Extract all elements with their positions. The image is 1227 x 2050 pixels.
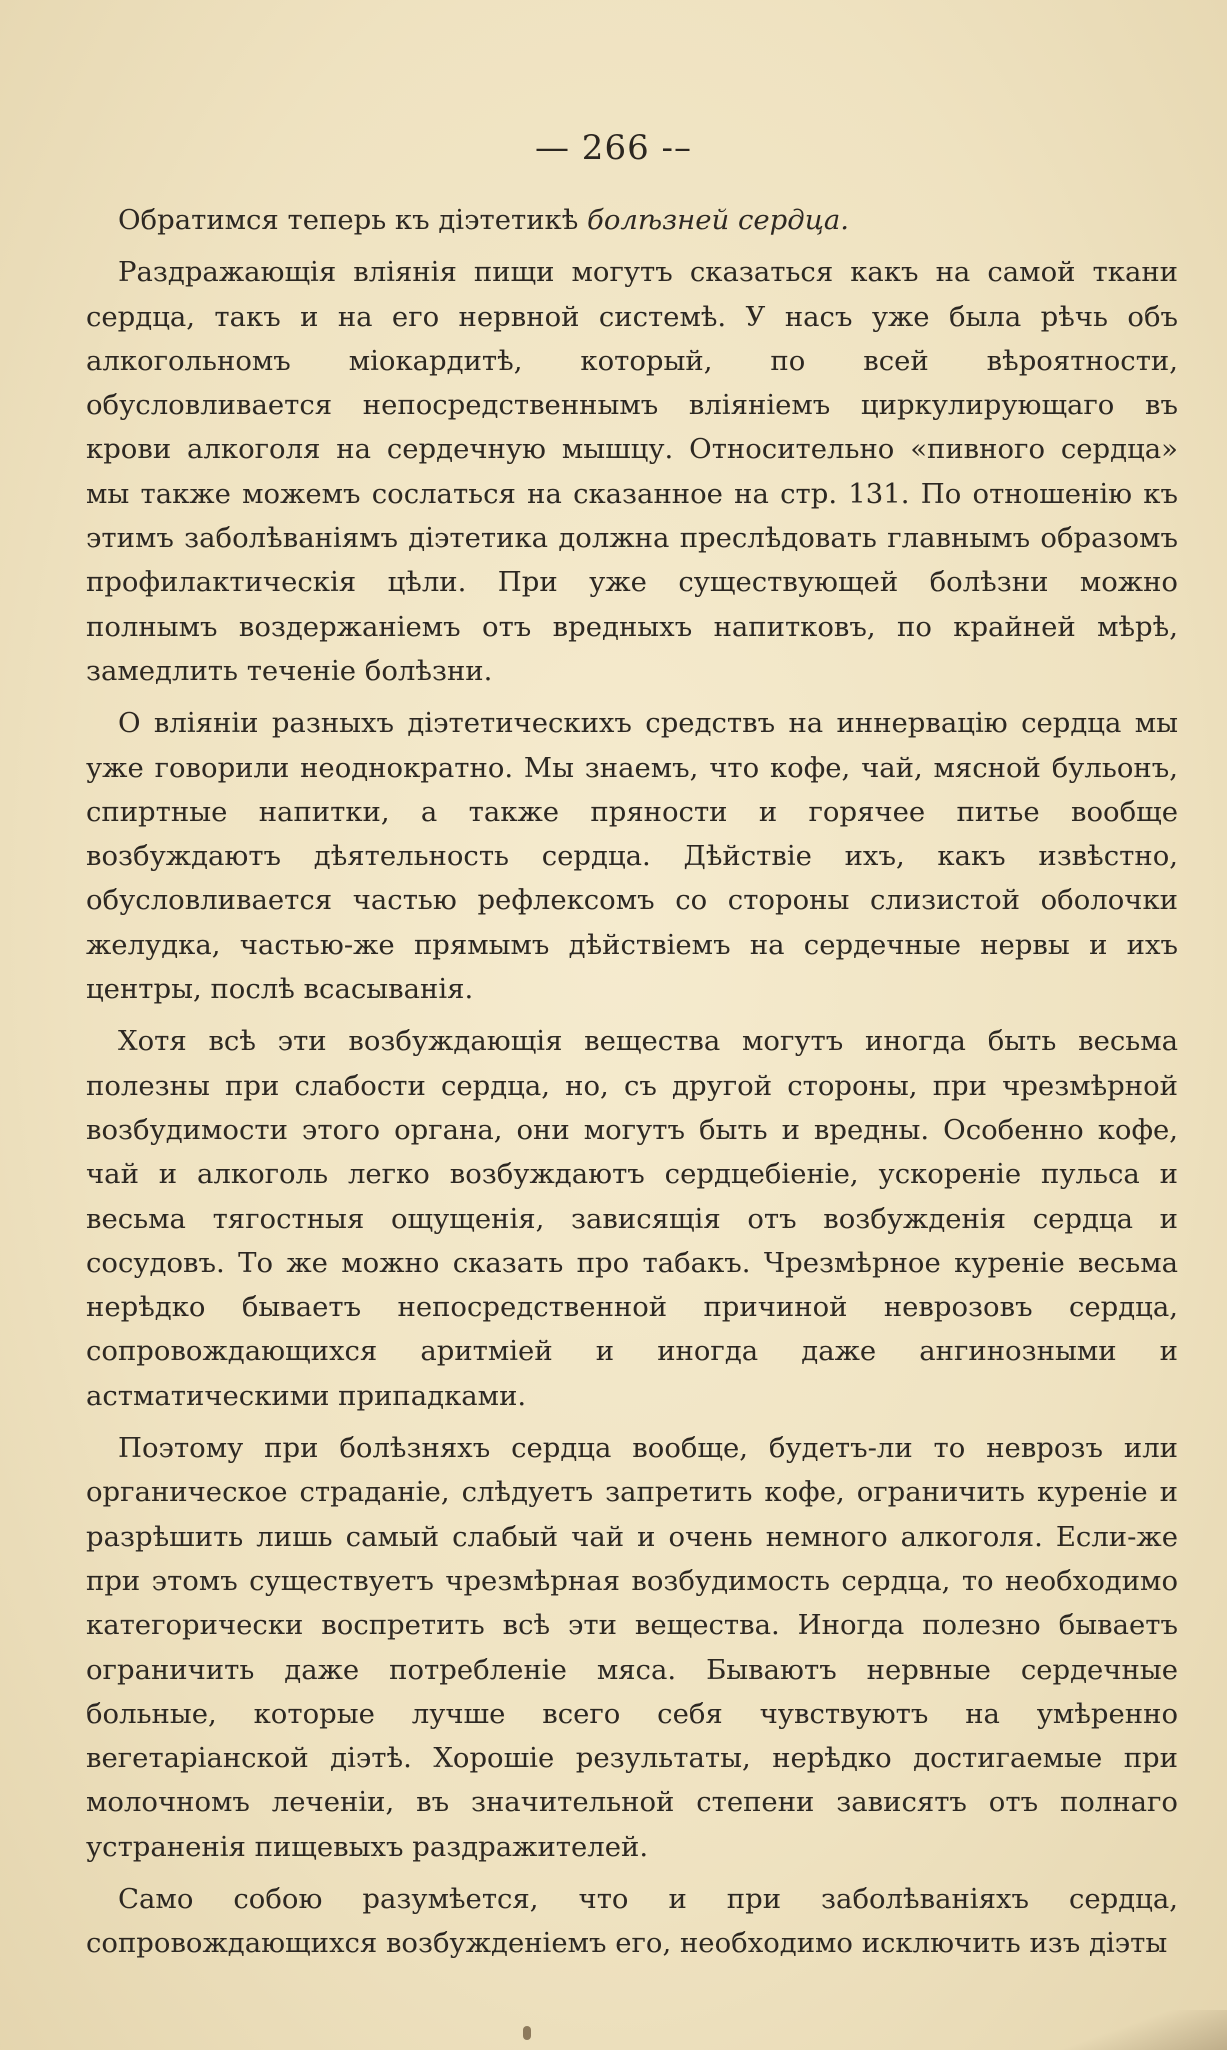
ink-speck bbox=[523, 2026, 531, 2040]
paragraph-2: Раздражающія вліянія пищи могутъ сказаться какъ на самой ткани сердца, такъ и на его нервной системѣ. У насъ уже была рѣчь объ алкогольномъ міокардитѣ, который, по всей вѣроятности, обусловливается непосредственнымъ вліяніемъ циркулирующаго въ крови алкоголя на сердечную мышцу. Относительно «пивного сердца» мы также можемъ сослаться на сказанное на стр. 131. По отношенію къ этимъ заболѣваніямъ діэтетика должна преслѣдовать главнымъ образомъ профилактическія цѣли. При уже существующей болѣзни можно полнымъ воздержаніемъ отъ вредныхъ напитковъ, по крайней мѣрѣ, замедлить теченіе болѣзни. bbox=[86, 256, 1178, 687]
paragraph-1 bbox=[86, 198, 1178, 242]
paragraph-1-italic: болѣзней сердца. bbox=[587, 204, 850, 236]
paragraph-6: Само собою разумѣется, что и при заболѣваніяхъ сердца, сопровождающихся возбужденіемъ его, необходимо исключить изъ діэты bbox=[86, 1882, 1178, 1960]
body-text bbox=[86, 198, 1178, 1966]
paragraph-3: О вліяніи разныхъ діэтетическихъ средствъ на иннервацію сердца мы уже говорили неоднократно. Мы знаемъ, что кофе, чай, мясной бульонъ, спиртные напитки, а также пряности и горячее питье вообще возбуждаютъ дѣятельность сердца. Дѣйствіе ихъ, какъ извѣстно, обусловливается частью рефлексомъ со стороны слизистой оболочки желудка, частью-же прямымъ дѣйствіемъ на сердечные нервы и ихъ центры, послѣ всасыванія. bbox=[86, 707, 1178, 1006]
paragraph-4: Хотя всѣ эти возбуждающія вещества могутъ иногда быть весьма полезны при слабости сердца, но, съ другой стороны, при чрезмѣрной возбудимости этого органа, они могутъ быть и вредны. Особенно кофе, чай и алкоголь легко возбуждаютъ сердцебіеніе, ускореніе пульса и весьма тягостныя ощущенія, зависящія отъ возбужденія сердца и сосудовъ. То же можно сказать про табакъ. Чрезмѣрное куреніе весьма нерѣдко бываетъ непосредственной причиной неврозовъ сердца, сопровождающихся аритміей и иногда даже ангинозными и астматическими припадками. bbox=[86, 1025, 1178, 1412]
corner-stain bbox=[1057, 2010, 1227, 2050]
paragraph-1-lead: Обратимся теперь къ діэтетикѣ bbox=[118, 204, 588, 236]
paragraph-5: Поэтому при болѣзняхъ сердца вообще, будетъ-ли то неврозъ или органическое страданіе, слѣдуетъ запретить кофе, ограничить куреніе и разрѣшить лишь самый слабый чай и очень немного алкоголя. Если-же при этомъ существуетъ чрезмѣрная возбудимость сердца, то необходимо категорически воспретить всѣ эти вещества. Иногда полезно бываетъ ограничить даже потребленіе мяса. Бываютъ нервные сердечные больные, которые лучше всего себя чувствуютъ на умѣренно вегетаріанской діэтѣ. Хорошіе результаты, нерѣдко достигаемые при молочномъ леченіи, въ значительной степени зависятъ отъ полнаго устраненія пищевыхъ раздражителей. bbox=[86, 1432, 1178, 1863]
page-number: — 266 -– bbox=[535, 128, 692, 168]
